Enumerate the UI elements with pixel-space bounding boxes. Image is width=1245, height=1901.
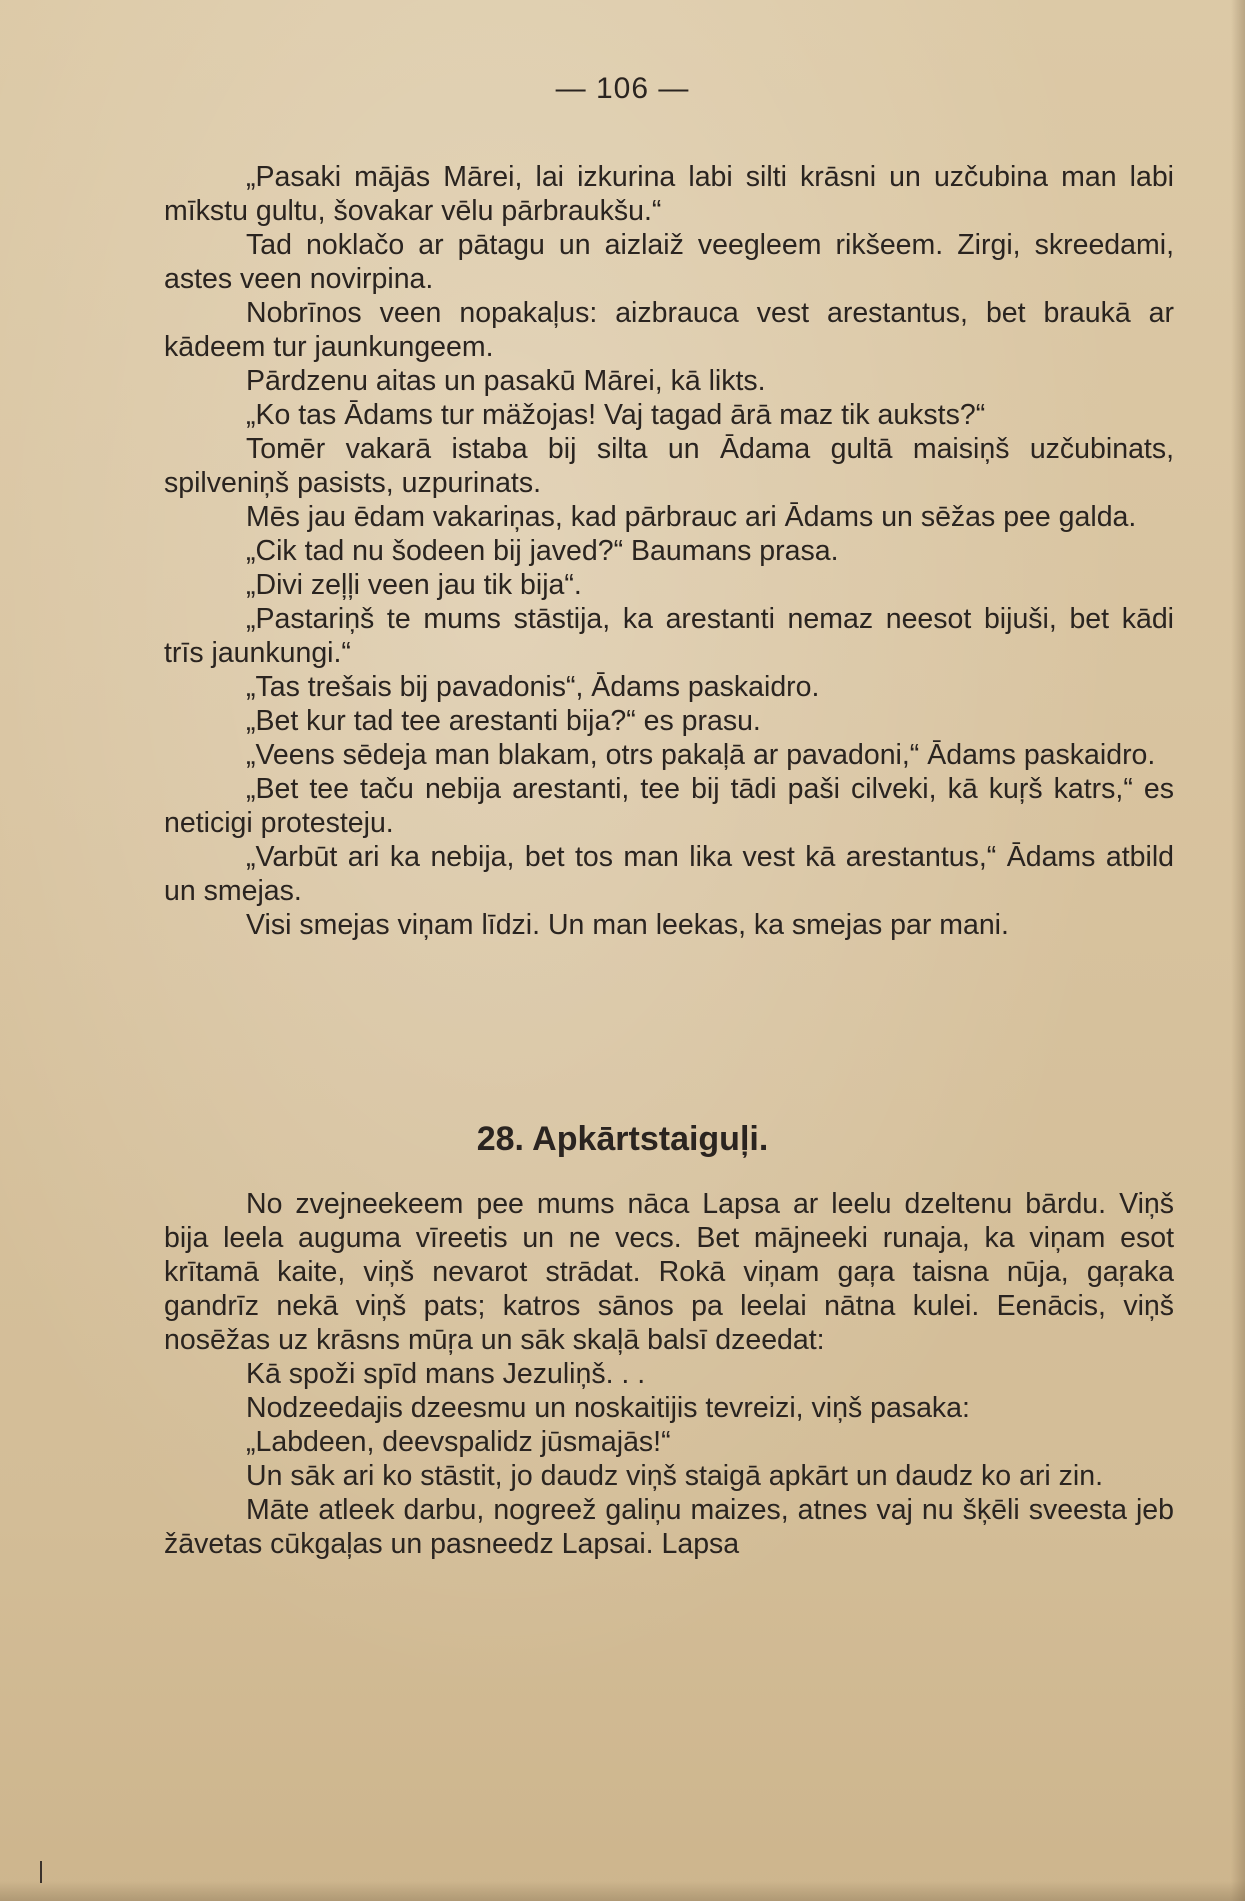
paragraph: „Bet tee taču nebija arestanti, tee bij tādi paši cilveki, kā kuŗš katrs,“ es neticigi protesteju.: [164, 773, 1174, 839]
text-block-top: [164, 160, 1174, 942]
paragraph: „Labdeen, deevspalidz jūsmajās!“: [246, 1426, 671, 1458]
paragraph: „Pastariņš te mums stāstija, ka arestanti nemaz neesot bijuši, bet kādi trīs jaunkungi.“: [164, 603, 1174, 669]
paragraph: Pārdzenu aitas un pasakū Mārei, kā likts.: [246, 365, 766, 397]
paragraph: Tomēr vakarā istaba bij silta un Ādama gultā maisiņš uzčubinats, spilveniņš pasists, uzpurinats.: [164, 433, 1174, 499]
page-number: — 106 —: [555, 72, 690, 105]
paragraph: „Divi zeļļi veen jau tik bija“.: [246, 569, 582, 601]
paragraph: Māte atleek darbu, nogreež galiņu maizes, atnes vaj nu šķēli sveesta jeb žāvetas cūkgaļas un pasneedz Lapsai. Lapsa: [164, 1494, 1174, 1560]
text-block-bottom: [164, 1187, 1174, 1561]
paragraph: Tad noklačo ar pātagu un aizlaiž veegleem rikšeem. Zirgi, skreedami, astes veen novirpina.: [164, 229, 1174, 295]
paragraph: Kā spoži spīd mans Jezuliņš. . .: [246, 1358, 646, 1390]
paragraph: Visi smejas viņam līdzi. Un man leekas, ka smejas par mani.: [246, 909, 1009, 941]
paragraph: „Ko tas Ādams tur mäžojas! Vaj tagad ārā maz tik auksts?“: [246, 399, 986, 431]
page-bottom-shadow: [0, 1881, 1245, 1901]
paragraph: Nodzeedajis dzeesmu un noskaitijis tevreizi, viņš pasaka:: [246, 1392, 970, 1424]
paragraph: „Pasaki mājās Mārei, lai izkurina labi silti krāsni un uzčubina man labi mīkstu gultu, šovakar vēlu pārbraukšu.“: [164, 161, 1174, 227]
paragraph: „Veens sēdeja man blakam, otrs pakaļā ar pavadoni,“ Ādams paskaidro.: [246, 739, 1156, 771]
page-edge-shadow: [1231, 0, 1245, 1901]
scan-mark: [40, 1861, 42, 1883]
paragraph: Mēs jau ēdam vakariņas, kad pārbrauc ari Ādams un sēžas pee galda.: [246, 501, 1137, 533]
paragraph: „Bet kur tad tee arestanti bija?“ es prasu.: [246, 705, 761, 737]
paragraph: „Cik tad nu šodeen bij javed?“ Baumans prasa.: [246, 535, 839, 567]
paragraph: „Varbūt ari ka nebija, bet tos man lika vest kā arestantus,“ Ādams atbild un smejas.: [164, 841, 1174, 907]
paragraph: „Tas trešais bij pavadonis“, Ādams paskaidro.: [246, 671, 820, 703]
paragraph: Nobrīnos veen nopakaļus: aizbrauca vest arestantus, bet braukā ar kādeem tur jaunkungeem.: [164, 297, 1174, 363]
paragraph: Un sāk ari ko stāstit, jo daudz viņš staigā apkārt un daudz ko ari zin.: [246, 1460, 1104, 1492]
paragraph: No zvejneekeem pee mums nāca Lapsa ar leelu dzeltenu bārdu. Viņš bija leela auguma vīreetis un ne vecs. Bet mājneeki runaja, ka viņam esot krītamā kaite, viņš nevarot strādat. Rokā viņam gaŗa taisna nūja, gaŗaka gandrīz nekā viņš pats; katros sānos pa leelai nātna kulei. Eenācis, viņš nosēžas uz krāsns mūŗa un sāk skaļā balsī dzeedat:: [164, 1188, 1174, 1356]
chapter-heading: 28. Apkārtstaiguļi.: [476, 1120, 769, 1158]
